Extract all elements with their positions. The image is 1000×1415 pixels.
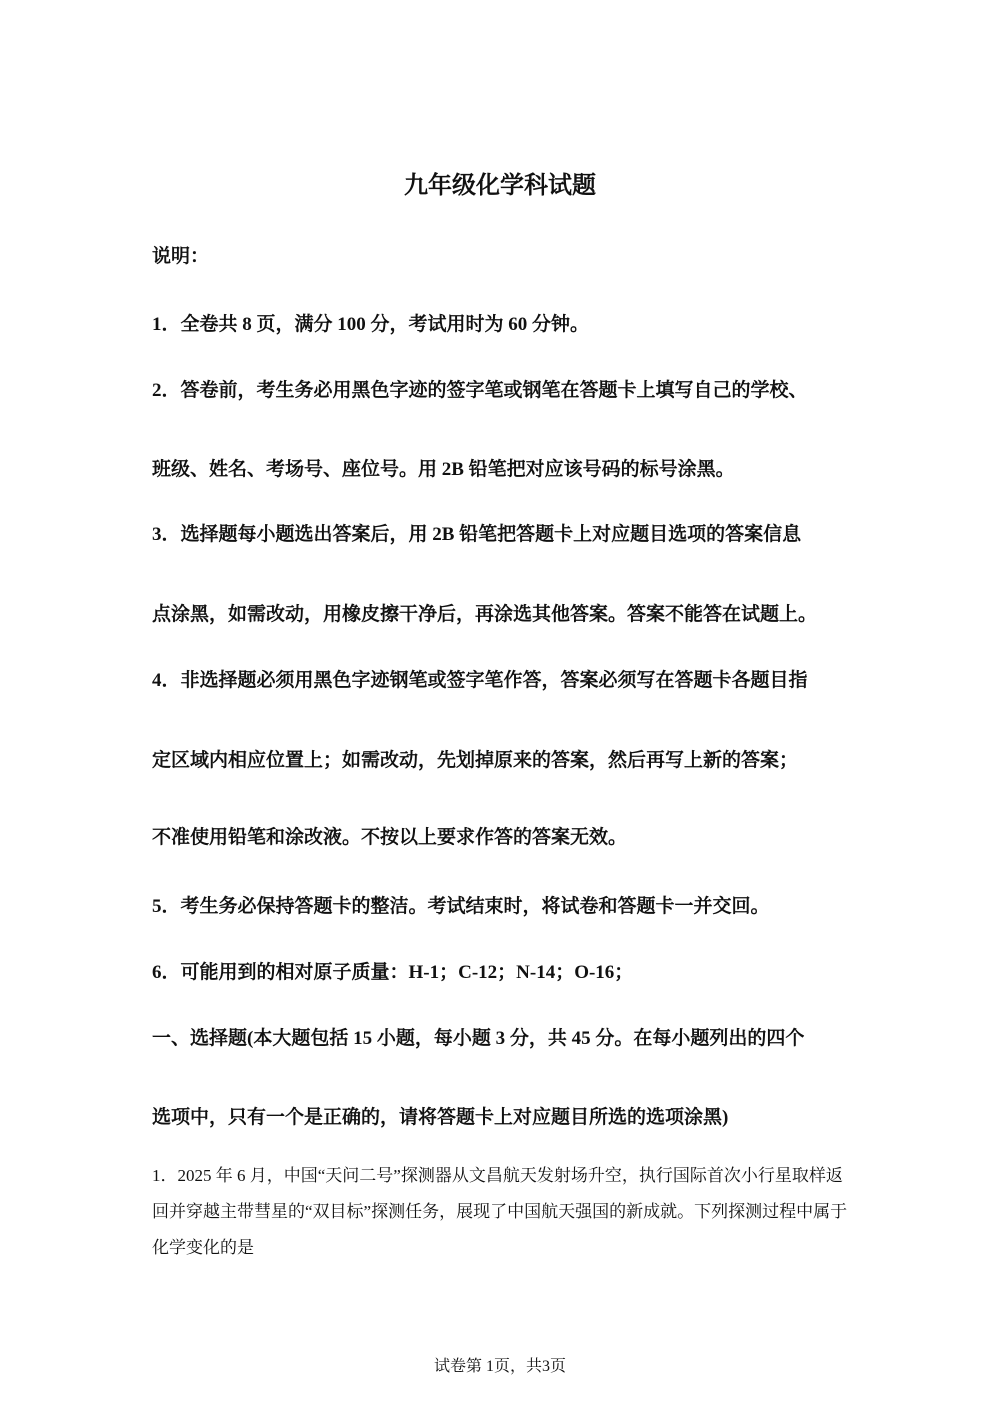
instruction-line: 1．全卷共 8 页，满分 100 分，考试用时为 60 分钟。 [152,314,590,335]
instruction-line: 班级、姓名、考场号、座位号。用 2B 铅笔把对应该号码的标号涂黑。 [152,459,735,480]
instruction-line: 定区域内相应位置上；如需改动，先划掉原来的答案，然后再写上新的答案； [152,750,799,771]
page-footer: 试卷第 1页，共3页 [433,1358,566,1375]
page-title: 九年级化学科试题 [404,173,596,199]
instruction-line: 6．可能用到的相对原子质量：H-1；C-12；N-14；O-16； [152,962,634,983]
instruction-line: 4．非选择题必须用黑色字迹钢笔或签字笔作答，答案必须写在答题卡各题目指 [152,670,808,691]
section-heading: 一、选择题(本大题包括 15 小题，每小题 3 分，共 45 分。在每小题列出的四个 [152,1028,805,1049]
instruction-line: 3．选择题每小题选出答案后，用 2B 铅笔把答题卡上对应题目选项的答案信息 [152,524,802,545]
instruction-line: 5．考生务必保持答题卡的整洁。考试结束时，将试卷和答题卡一并交回。 [152,896,770,917]
instruction-line: 点涂黑，如需改动，用橡皮擦干净后，再涂选其他答案。答案不能答在试题上。 [152,604,818,625]
instructions-heading: 说明： [152,246,210,267]
instruction-line: 2．答卷前，考生务必用黑色字迹的签字笔或钢笔在答题卡上填写自己的学校、 [152,380,808,401]
section-heading: 选项中，只有一个是正确的，请将答题卡上对应题目所选的选项涂黑) [152,1107,729,1128]
question-1-text: 1．2025 年 6 月，中国“天问二号”探测器从文昌航天发射场升空，执行国际首次小行星取样返回并穿越主带彗星的“双目标”探测任务，展现了中国航天强国的新成就。下列探测过程中属于化学变化的是 [152,1166,848,1257]
instruction-line: 不准使用铅笔和涂改液。不按以上要求作答的答案无效。 [152,827,628,848]
